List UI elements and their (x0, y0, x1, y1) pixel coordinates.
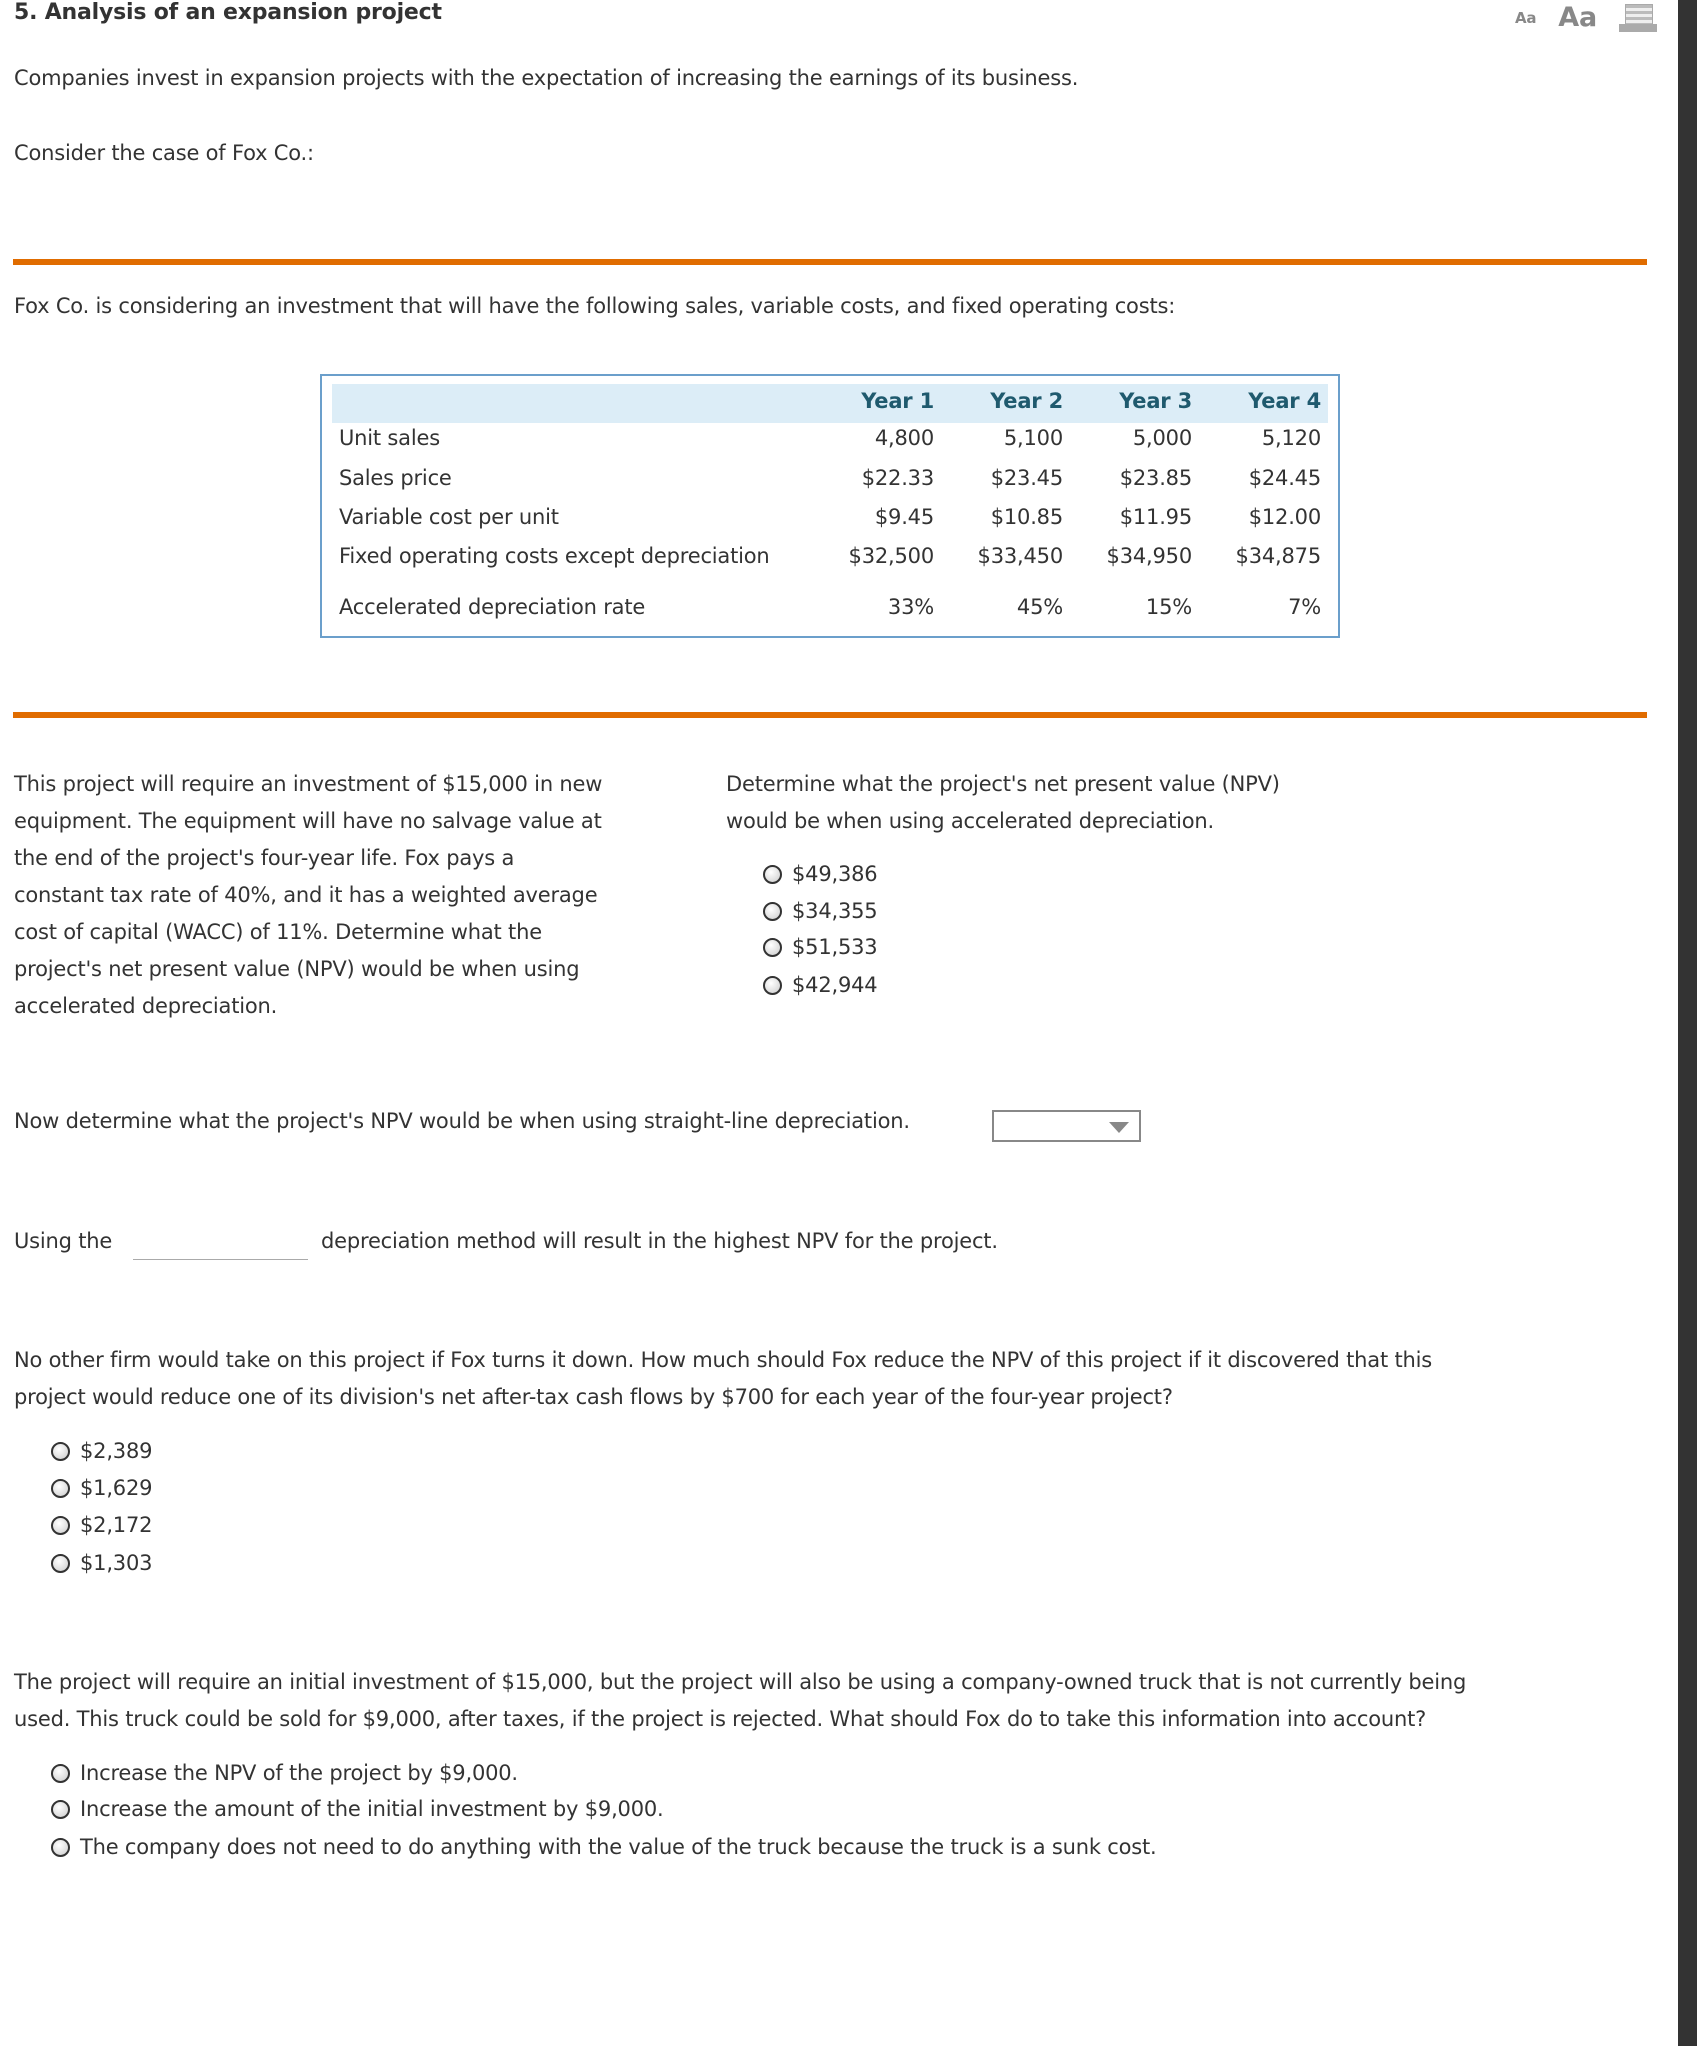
case-text: Consider the case of Fox Co.: (14, 141, 314, 165)
text-line: project's net present value (NPV) would be when using (14, 957, 580, 981)
text-line: the end of the project's four-year life. Fox pays a (14, 846, 515, 870)
table-cell: 4,800 (874, 426, 934, 450)
text-line: would be when using accelerated depreciation. (726, 809, 1215, 833)
radio-option[interactable] (51, 1551, 152, 1575)
page-title: 5. Analysis of an expansion project (14, 0, 442, 25)
option-label: $1,629 (80, 1476, 153, 1500)
decrease-font-button[interactable]: Aa (1514, 8, 1537, 27)
table-cell: $34,875 (1235, 544, 1321, 568)
radio-option[interactable] (51, 1835, 1157, 1859)
row-label: Variable cost per unit (339, 505, 559, 529)
option-label: Increase the amount of the initial investment by $9,000. (80, 1797, 664, 1821)
radio-button[interactable] (51, 1516, 70, 1535)
radio-option[interactable] (51, 1513, 152, 1537)
radio-button[interactable] (51, 1764, 70, 1783)
radio-button[interactable] (763, 865, 782, 884)
radio-option[interactable] (51, 1476, 152, 1500)
text-line: No other firm would take on this project if Fox turns it down. How much should Fox reduce the NPV of this project if it discovered that this (14, 1348, 1432, 1372)
divider (13, 259, 1647, 265)
row-label: Accelerated depreciation rate (339, 595, 646, 619)
text-line: Determine what the project's net present value (NPV) (726, 772, 1280, 796)
scrollbar[interactable] (1678, 0, 1697, 2046)
radio-button[interactable] (51, 1442, 70, 1461)
table-cell: 5,100 (1003, 426, 1063, 450)
option-label: $51,533 (792, 935, 878, 959)
row-label: Fixed operating costs except depreciation (339, 544, 770, 568)
table-cell: $22.33 (861, 466, 934, 490)
increase-font-button[interactable]: Aa (1558, 2, 1597, 33)
table-intro: Fox Co. is considering an investment that will have the following sales, variable costs, and fixed operating costs: (14, 294, 1176, 318)
text-line: This project will require an investment of $15,000 in new (14, 772, 603, 796)
radio-option[interactable] (763, 973, 877, 997)
table-cell: $9.45 (874, 505, 934, 529)
row-label: Unit sales (339, 426, 440, 450)
table-cell: 33% (887, 595, 934, 619)
text-line: The project will require an initial investment of $15,000, but the project will also be using a company-owned truck that is not currently being (14, 1670, 1467, 1694)
column-header: Year 2 (990, 389, 1063, 413)
toolbar (1515, 2, 1657, 33)
option-label: $49,386 (792, 862, 878, 886)
table-cell: $24.45 (1248, 466, 1321, 490)
text-line: used. This truck could be sold for $9,000, after taxes, if the project is rejected. What should Fox do to take this information into account? (14, 1707, 1427, 1731)
option-label: $2,172 (80, 1513, 153, 1537)
table-cell: $33,450 (977, 544, 1063, 568)
table-cell: $12.00 (1248, 505, 1321, 529)
table-cell: 45% (1016, 595, 1063, 619)
column-header: Year 1 (861, 389, 934, 413)
text-line: cost of capital (WACC) of 11%. Determine what the (14, 920, 542, 944)
table-cell: 5,120 (1261, 426, 1321, 450)
radio-button[interactable] (763, 976, 782, 995)
divider (13, 712, 1647, 718)
text-line: project would reduce one of its division's net after-tax cash flows by $700 for each year of the four-year project? (14, 1385, 1173, 1409)
table-cell: 15% (1145, 595, 1192, 619)
table-cell: 7% (1288, 595, 1321, 619)
table-cell: $23.85 (1119, 466, 1192, 490)
option-label: The company does not need to do anything with the value of the truck because the truck is a sunk cost. (80, 1835, 1157, 1859)
q3-after: depreciation method will result in the highest NPV for the project. (321, 1229, 998, 1253)
depreciation-method-blank[interactable] (133, 1259, 308, 1260)
radio-button[interactable] (763, 938, 782, 957)
radio-option[interactable] (51, 1439, 152, 1463)
intro-text: Companies invest in expansion projects with the expectation of increasing the earnings of its business. (14, 66, 1079, 90)
print-icon[interactable] (1619, 4, 1657, 32)
straight-line-npv-dropdown[interactable] (992, 1110, 1141, 1142)
radio-button[interactable] (51, 1554, 70, 1573)
radio-button[interactable] (51, 1838, 70, 1857)
row-label: Sales price (339, 466, 452, 490)
option-label: $34,355 (792, 899, 878, 923)
option-label: $42,944 (792, 973, 878, 997)
table-cell: $23.45 (990, 466, 1063, 490)
q1-prompt (726, 766, 1280, 840)
table-cell: 5,000 (1132, 426, 1192, 450)
q5-prompt (14, 1664, 1466, 1738)
option-label: $2,389 (80, 1439, 153, 1463)
text-line: constant tax rate of 40%, and it has a weighted average (14, 883, 598, 907)
project-description (14, 766, 602, 1025)
radio-option[interactable] (763, 899, 877, 923)
table-cell: $11.95 (1119, 505, 1192, 529)
radio-option[interactable] (763, 862, 877, 886)
radio-option[interactable] (763, 935, 877, 959)
radio-option[interactable] (51, 1797, 664, 1821)
radio-button[interactable] (51, 1800, 70, 1819)
text-line: accelerated depreciation. (14, 994, 278, 1018)
text-line: equipment. The equipment will have no salvage value at (14, 809, 602, 833)
data-table (320, 374, 1340, 638)
radio-button[interactable] (51, 1479, 70, 1498)
option-label: $1,303 (80, 1551, 153, 1575)
table-cell: $34,950 (1106, 544, 1192, 568)
chevron-down-icon (1109, 1122, 1129, 1133)
q3-before: Using the (14, 1229, 113, 1253)
q2-prompt: Now determine what the project's NPV would be when using straight-line depreciation. (14, 1109, 910, 1133)
q4-prompt (14, 1342, 1432, 1416)
column-header: Year 4 (1248, 389, 1321, 413)
column-header: Year 3 (1119, 389, 1192, 413)
table-cell: $10.85 (990, 505, 1063, 529)
option-label: Increase the NPV of the project by $9,000. (80, 1761, 518, 1785)
radio-button[interactable] (763, 902, 782, 921)
table-cell: $32,500 (848, 544, 934, 568)
radio-option[interactable] (51, 1761, 518, 1785)
